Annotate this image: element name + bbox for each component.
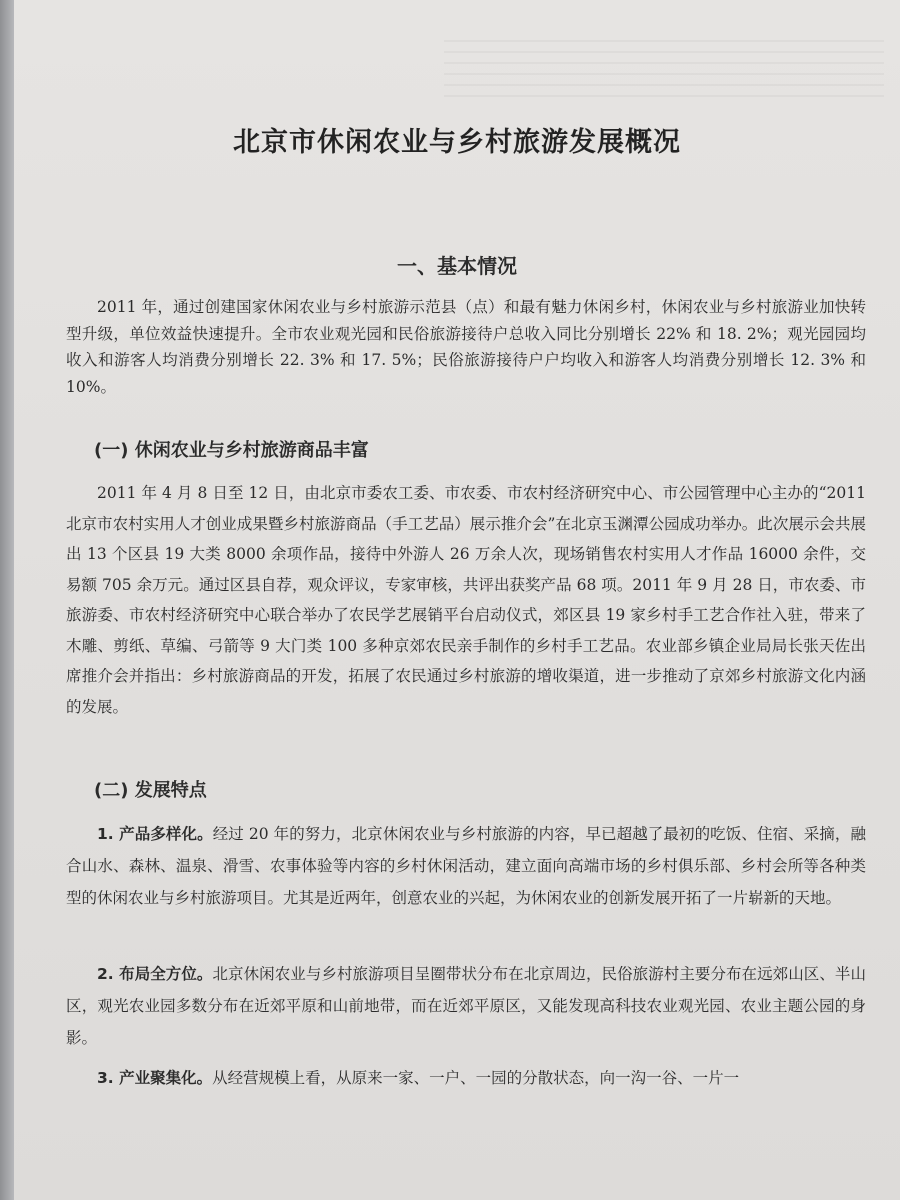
subsection-heading-features: (二) 发展特点 xyxy=(94,780,207,801)
subsection-heading-products: (一) 休闲农业与乡村旅游商品丰富 xyxy=(94,440,369,461)
intro-paragraph: 2011 年，通过创建国家休闲农业与乡村旅游示范县（点）和最有魅力休闲乡村，休闲农业与乡村旅游业加快转型升级，单位效益快速提升。全市农业观光园和民俗旅游接待户总收入同比分别增长 22% 和 18. 2%；观光园园均收入和游客人均消费分别增长 22. 3% 和 17. 5%；民俗旅游接待户户均收入和游客人均消费分别增长 12. 3% 和 10%。 xyxy=(66,298,866,396)
feature-item-2 xyxy=(66,958,866,1054)
feature-item-3-text: 从经营规模上看，从原来一家、一户、一园的分散状态，向一沟一谷、一片一 xyxy=(212,1069,740,1087)
feature-item-2-lead: 2. 布局全方位。 xyxy=(97,965,213,983)
page-title: 北京市休闲农业与乡村旅游发展概况 xyxy=(233,127,681,158)
feature-item-1 xyxy=(66,818,866,914)
feature-item-3 xyxy=(66,1062,866,1094)
feature-item-1-lead: 1. 产品多样化。 xyxy=(97,825,213,843)
section-heading-basic: 一、基本情况 xyxy=(397,254,517,278)
feature-item-2-text: 北京休闲农业与乡村旅游项目呈圈带状分布在北京周边，民俗旅游村主要分布在远郊山区、半山区，观光农业园多数分布在近郊平原和山前地带，而在近郊平原区，又能发现高科技农业观光园、农业主题公园的身影。 xyxy=(66,965,866,1047)
feature-item-1-text: 经过 20 年的努力，北京休闲农业与乡村旅游的内容，早已超越了最初的吃饭、住宿、采摘，融合山水、森林、温泉、滑雪、农事体验等内容的乡村休闲活动，建立面向高端市场的乡村俱乐部、乡村会所等各种类型的休闲农业与乡村旅游项目。尤其是近两年，创意农业的兴起，为休闲农业的创新发展开拓了一片崭新的天地。 xyxy=(66,825,866,907)
book-spine-shadow xyxy=(0,0,14,1200)
show-through-text xyxy=(444,40,884,100)
products-paragraph: 2011 年 4 月 8 日至 12 日，由北京市委农工委、市农委、市农村经济研究中心、市公园管理中心主办的“2011 北京市农村实用人才创业成果暨乡村旅游商品（手工艺品）展示推介会”在北京玉渊潭公园成功举办。此次展示会共展出 13 个区县 19 大类 8000 余项作品，接待中外游人 26 万余人次，现场销售农村实用人才作品 16000 余件，交易额 705 余万元。通过区县自荐，观众评议，专家审核，共评出获奖产品 68 项。2011 年 9 月 28 日，市农委、市旅游委、市农村经济研究中心联合举办了农民学艺展销平台启动仪式，郊区县 19 家乡村手工艺合作社入驻，带来了木雕、剪纸、草编、弓箭等 9 大门类 100 多种京郊农民亲手制作的乡村手工艺品。农业部乡镇企业局局长张天佐出席推介会并指出：乡村旅游商品的开发，拓展了农民通过乡村旅游的增收渠道，进一步推动了京郊乡村旅游文化内涵的发展。 xyxy=(66,484,866,716)
book-page xyxy=(14,0,900,1200)
feature-item-3-lead: 3. 产业聚集化。 xyxy=(97,1069,213,1087)
